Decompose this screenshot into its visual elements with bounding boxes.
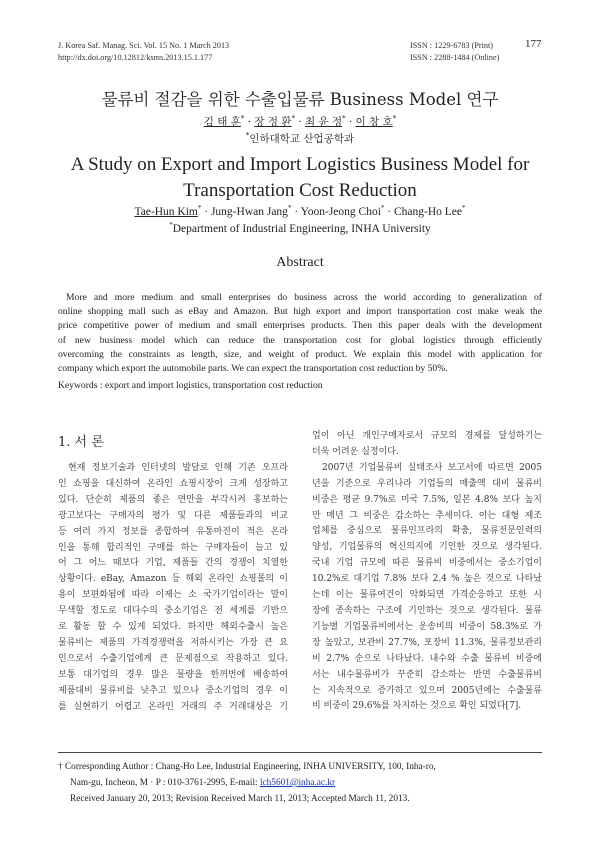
page-number: 177 — [525, 38, 542, 50]
english-authors: Tae-Hun Kim* · Jung-Hwan Jang* · Yoon-Jeong Choi* · Chang-Ho Lee* — [134, 204, 466, 218]
paragraph-line: 광고보다는 구매자의 평가 및 다른 제품들과의 비교 — [58, 510, 288, 521]
abstract-heading: Abstract — [276, 255, 324, 270]
paragraph-line: 서는 내수물류비가 꾸준히 감소하는 반면 수출물류비 — [312, 669, 542, 680]
paragraph-line: 장에 종속하는 구조에 기인하는 것으로 생각된다. 물류 — [312, 605, 542, 616]
keywords-label: Keywords — [58, 380, 98, 391]
author-ko-4: 이 창 호 — [355, 116, 393, 128]
keywords-list: : export and import logistics, transportation cost reduction — [97, 380, 323, 391]
doi-link[interactable]: http://dx.doi.org/10.12812/ksms.2013.15.1.177 — [58, 53, 213, 62]
abstract-line: company which export the automobile parts. We can expect the transportation cost reduction by 50%. — [58, 363, 448, 375]
abstract-line: More and more medium and small enterprises do business across the world according to generalization of — [66, 292, 542, 303]
paragraph-line: 인 쇼핑을 대신하여 온라인 쇼핑시장이 크게 성장하고 — [58, 478, 288, 489]
paragraph-line: 2007년 기업물류비 실태조사 보고서에 따르면 2005 — [322, 462, 542, 473]
paragraph-line: 장 높았고, 보관비 27.7%, 포장비 11.3%, 물류정보관리 — [312, 637, 542, 648]
abstract-text — [58, 291, 542, 376]
journal-citation: J. Korea Saf. Manag. Sci. Vol. 15 No. 1 March 2013 — [58, 41, 230, 50]
paragraph-line: 양성, 기업물류의 혁신의지에 기인한 것으로 생각된다. — [312, 542, 542, 553]
author-ko-1: 김 태 훈 — [203, 116, 241, 128]
paragraph-line: 비 비중이 29.6%를 차지하는 것으로 확인 되었다[7]. — [312, 701, 522, 712]
received-dates: Received January 20, 2013; Revision Received March 11, 2013; Accepted March 11, 2013. — [70, 794, 410, 804]
paragraph-line: 현재 정보기술과 인터넷의 발달로 인해 기존 오프라 — [68, 463, 288, 473]
paragraph-line: 국내 기업 규모에 따른 물류비 비중에서는 중소기업이 — [312, 558, 542, 569]
paragraph-line: 년을 기준으로 우리나라 기업들의 매출액 대비 물류비 — [312, 478, 542, 489]
keywords — [58, 380, 323, 391]
paragraph-line: 인으로서 수출기업에게 큰 문제점으로 작용하고 있다. — [58, 653, 288, 664]
paragraph-line: 있다. 단순히 제품의 좋은 면만을 부각시켜 홍보하는 — [58, 494, 288, 505]
email-link[interactable]: lch5601@inha.ac.kr — [259, 778, 336, 788]
section-heading: 1. 서 론 — [58, 435, 104, 450]
abstract-line: online shopping mall such as eBay and Amazon. But high export and import transportation cost make weak the — [58, 306, 542, 318]
paragraph-line: 물류비는 제품의 가격경쟁력을 저하시키는 가장 큰 요 — [58, 637, 288, 648]
paragraph-line: 인을 통해 합리적인 구매를 하는 구매자들이 늘고 있 — [58, 542, 288, 553]
paragraph-line: 보통 대기업의 경우 많은 물량을 한꺼번에 배송하여 — [58, 669, 288, 680]
paragraph-line: 상황이다. eBay, Amazon 등 해외 온라인 쇼핑몰의 이 — [58, 574, 288, 585]
paragraph-line: 기능별 기업물류비에서는 운송비의 비중이 58.3%로 가 — [312, 621, 542, 632]
author-en-4: Chang-Ho Lee — [394, 206, 463, 218]
abstract-line: of new business model which can reduce the transportation cost for global logistics through efficiently — [58, 334, 542, 346]
paragraph-line: 등 여러 가지 정보를 종합하여 유통마진이 적은 온라 — [58, 526, 288, 537]
paragraph-line: 업체를 중심으로 물류인프라의 확충, 물류전문인력의 — [312, 526, 542, 537]
issn-print: ISSN : 1229-6783 (Print) — [410, 41, 494, 50]
issn-online: ISSN : 2288-1484 (Online) — [410, 53, 500, 62]
english-title-line-2: Transportation Cost Reduction — [183, 180, 417, 201]
dagger-mark: † — [58, 762, 63, 772]
paragraph-line: 무색할 정도로 대다수의 중소기업은 전 세계를 기반으 — [58, 606, 288, 617]
paragraph-line: 비 2.7% 순으로 나타났다. 내수와 수출 물류비 비중에 — [312, 653, 542, 664]
abstract-line: price competitive power of medium and small enterprises products. Then this paper deals with the development — [58, 320, 542, 332]
paragraph-line: 더욱 어려운 실정이다. — [312, 446, 399, 457]
author-en-2: Jung-Hwan Jang — [210, 206, 288, 218]
corresponding-author-line: † Corresponding Author : Chang-Ho Lee, Industrial Engineering, INHA UNIVERSITY, 100, Inha-ro, — [58, 762, 436, 772]
right-column-text — [312, 429, 542, 715]
paragraph-line: 를 실현하기 어렵고 온라인 거래의 주 거래대상은 기 — [58, 701, 288, 712]
abstract-line: overcoming the constraints as length, size, and weight of product. We explain this model with application for — [58, 348, 542, 360]
english-title-line-1: A Study on Export and Import Logistics Business Model for — [70, 154, 530, 175]
english-title — [0, 152, 600, 204]
paragraph-line: 로 활동 할 수 있게 되었다. 하지만 해외수출시 높은 — [58, 622, 288, 633]
contact-line: Nam-gu, Incheon, M · P : 010-3761-2995, E-mail: lch5601@inha.ac.kr — [70, 778, 336, 788]
author-en-1: Tae-Hun Kim — [134, 206, 198, 218]
paragraph-line: 는데 이는 물류여건이 악화되면 가격순응하고 또한 시 — [312, 590, 542, 601]
korean-title: 물류비 절감을 위한 수출입물류 Business Model 연구 — [101, 90, 499, 109]
paragraph-line: 10.2%로 대기업 7.8% 보다 2.4 % 높은 것으로 나타났 — [312, 574, 542, 585]
paragraph-line: 어 그 어느 때보다 기업, 제품들 간의 경쟁이 치열한 — [58, 558, 288, 569]
korean-authors: 김 태 훈* · 장 정 환* · 최 윤 정* · 이 창 호* — [203, 114, 397, 128]
paragraph-line: 만 매년 그 비중은 감소하는 추세이다. 이는 대형 제조 — [312, 510, 542, 521]
paragraph-line: 용이 보편화됨에 따라 이제는 소 국가기업이라는 말이 — [58, 590, 288, 601]
footnote-divider — [58, 752, 542, 753]
left-column-text — [58, 461, 288, 716]
author-en-3: Yoon-Jeong Choi — [300, 206, 381, 218]
paragraph-line: 비중은 평균 9.7%로 미국 7.5%, 일본 4.8% 보다 높지 — [312, 494, 542, 505]
paragraph-line: 는 지속적으로 증가하고 있으며 2005년에는 수출물류 — [312, 685, 542, 696]
paragraph-line: 제품대비 물류비를 낮추고 있으나 중소기업의 경우 이 — [58, 685, 288, 696]
author-ko-3: 최 윤 정 — [305, 116, 343, 128]
korean-affiliation: *인하대학교 산업공학과 — [245, 131, 355, 145]
english-affiliation: *Department of Industrial Engineering, INHA University — [169, 221, 431, 235]
author-ko-2: 장 정 환 — [254, 116, 292, 128]
paragraph-line: 업이 아닌 개인구매자로서 규모의 경제를 달성하기는 — [312, 431, 542, 441]
